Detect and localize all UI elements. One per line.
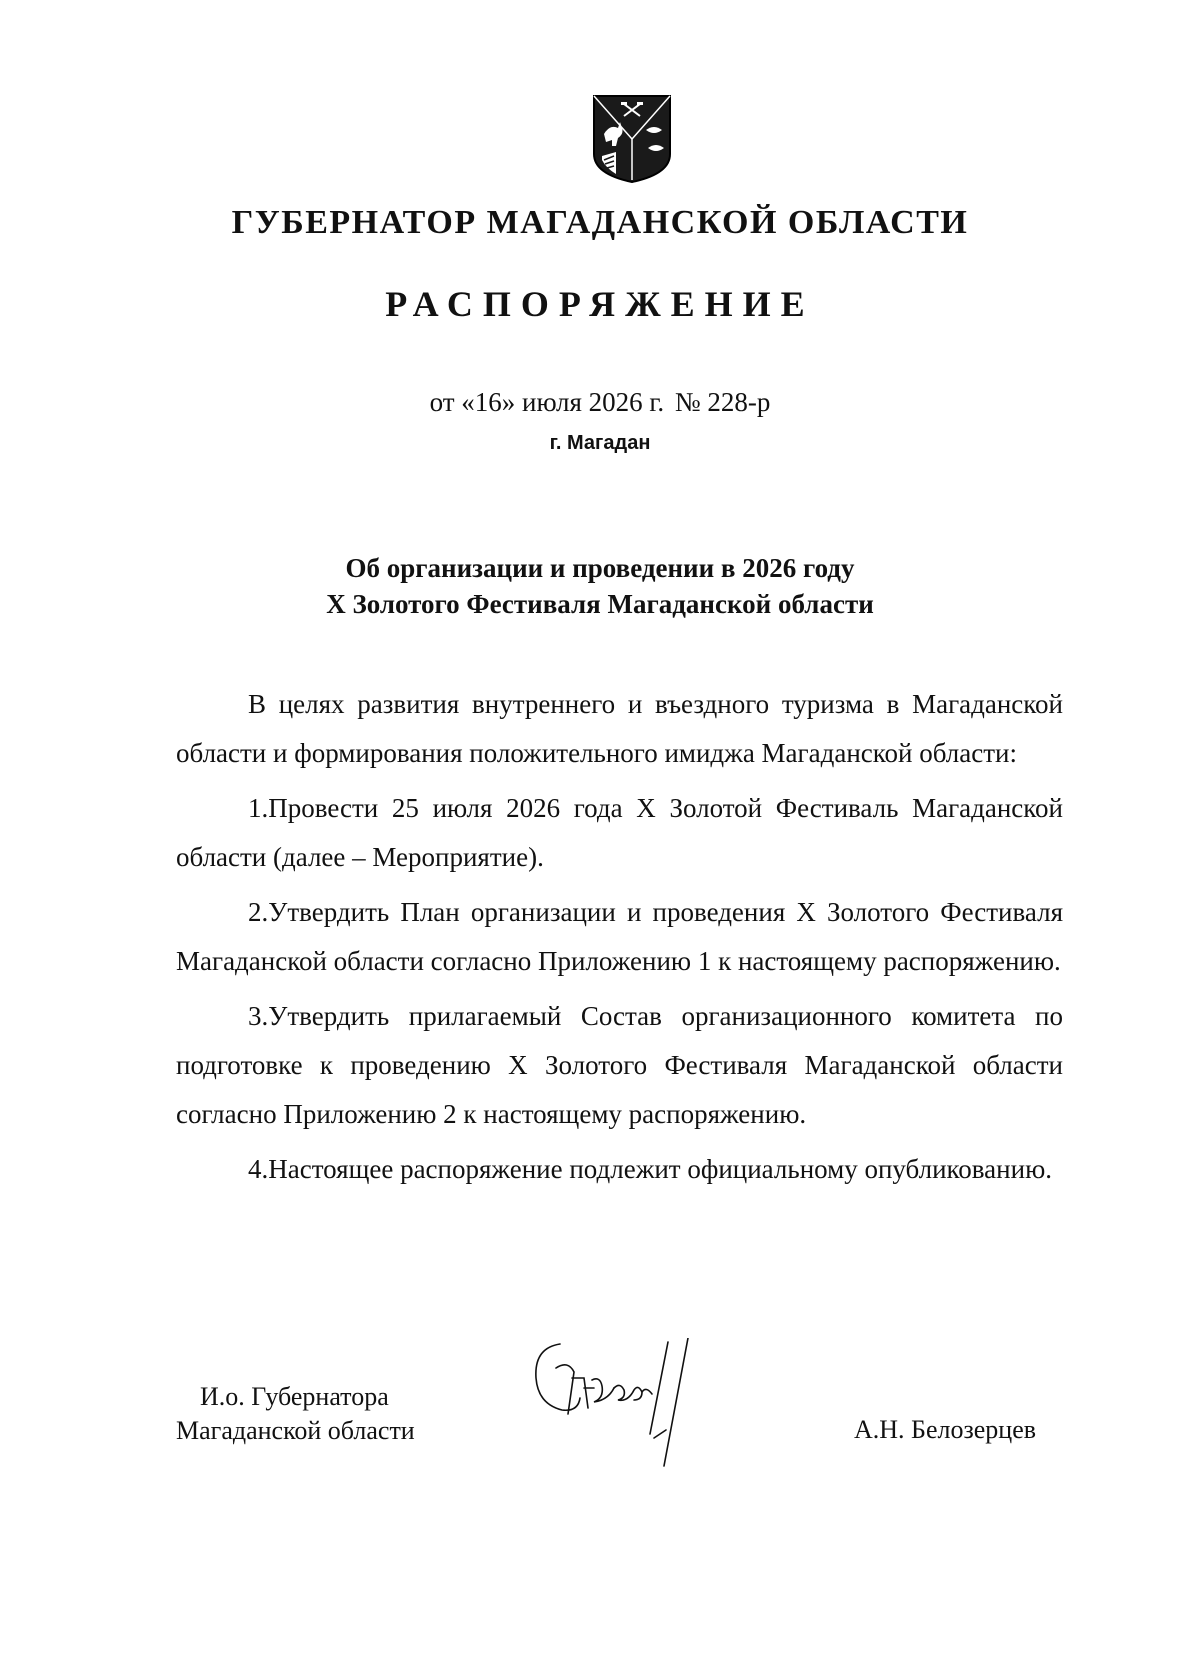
list-item: [176, 784, 1063, 882]
place-of-issue: г. Магадан: [549, 432, 651, 454]
list-item: [176, 992, 1063, 1139]
item-text: Провести 25 июля 2026 года X Золотой Фестиваль Магаданской области (далее – Мероприятие).: [176, 793, 1063, 872]
date-and-number: [0, 387, 1200, 418]
item-text: Утвердить прилагаемый Состав организационного комитета по подготовке к проведению X Золотого Фестиваля Магаданской области согласно Приложению 2 к настоящему распоряжению.: [176, 1001, 1063, 1129]
document-body: [176, 680, 1063, 1200]
list-item: [176, 1145, 1063, 1194]
signatory-name: А.Н. Белозерцев: [854, 1415, 1037, 1444]
item-number: 3.: [248, 1001, 269, 1031]
item-text: Настоящее распоряжение подлежит официальному опубликованию.: [268, 1154, 1052, 1184]
signatory-title-line-1: И.о. Губернатора: [200, 1382, 389, 1411]
document-subject: [0, 550, 1200, 622]
list-item: [176, 888, 1063, 986]
item-number: 1.: [248, 793, 269, 823]
document-number: № 228-р: [674, 387, 771, 417]
preamble-paragraph: В целях развития внутреннего и въездного туризма в Магаданской области и формирования положительного имиджа Магаданской области:: [176, 689, 1063, 768]
document-type: РАСПОРЯЖЕНИЕ: [385, 284, 815, 324]
item-number: 2.: [248, 897, 269, 927]
subject-line-2: X Золотого Фестиваля Магаданской области: [326, 589, 874, 619]
handwritten-signature-icon: [528, 1338, 738, 1468]
signatory-title: [176, 1380, 415, 1448]
issuing-authority: ГУБЕРНАТОР МАГАДАНСКОЙ ОБЛАСТИ: [231, 204, 969, 241]
subject-line-1: Об организации и проведении в 2026 году: [345, 553, 855, 583]
item-number: 4.: [248, 1154, 269, 1184]
magadan-coat-of-arms-icon: [592, 94, 672, 184]
signatory-title-line-2: Магаданской области: [176, 1416, 415, 1445]
item-text: Утвердить План организации и проведения X Золотого Фестиваля Магаданской области согласно Приложению 1 к настоящему распоряжению.: [176, 897, 1063, 976]
document-date: от «16» июля 2026 г.: [429, 387, 665, 417]
